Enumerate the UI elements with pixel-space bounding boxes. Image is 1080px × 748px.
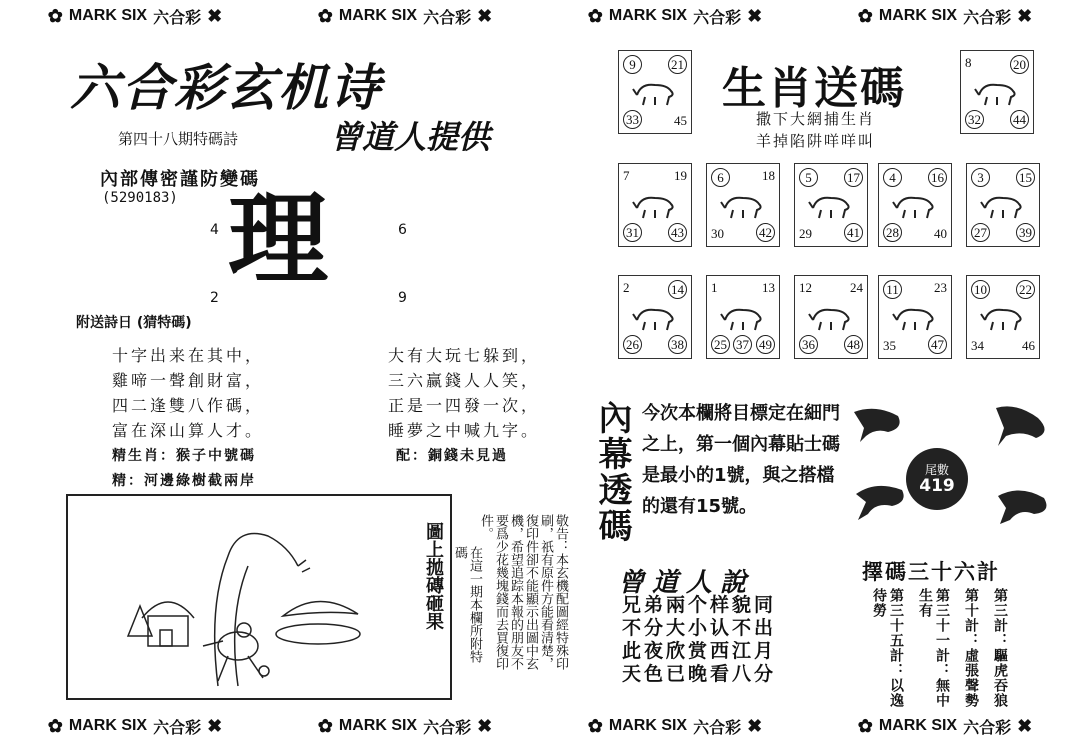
strategy-item: 第三計：驅虎吞狼 bbox=[992, 588, 1008, 708]
zodiac-card-horse bbox=[966, 163, 1040, 247]
zodiac-number-slot bbox=[733, 335, 752, 354]
zodiac-number: 37 bbox=[733, 335, 752, 354]
zodiac-number: 36 bbox=[799, 335, 818, 354]
zodiac-number: 2 bbox=[623, 280, 630, 295]
banner-segment: ✿ MARK SIX 六合彩 ✖ bbox=[857, 5, 1033, 27]
cross-icon: ✖ bbox=[207, 715, 223, 736]
zodiac-number-slot bbox=[762, 168, 775, 184]
zodiac-number-slot bbox=[934, 280, 947, 296]
zodiac-card-dragon bbox=[794, 163, 868, 247]
zodiac-number-slot bbox=[674, 113, 687, 129]
zodiac-number: 47 bbox=[928, 335, 947, 354]
poem-line: 三六赢錢人人笑， bbox=[388, 371, 541, 390]
corner-number-br: 9 bbox=[398, 290, 407, 306]
provider-label: 曾道人提供 bbox=[330, 118, 491, 156]
zodiac-number: 11 bbox=[883, 280, 902, 299]
illustration-box bbox=[66, 494, 452, 700]
zodiac-number: 41 bbox=[844, 223, 863, 242]
zodiac-number-slot bbox=[799, 335, 818, 354]
zodiac-number: 44 bbox=[1010, 110, 1029, 129]
zodiac-number: 26 bbox=[623, 335, 642, 354]
strategy-list bbox=[870, 588, 1008, 708]
zodiac-number: 23 bbox=[934, 280, 947, 295]
zodiac-number: 33 bbox=[623, 110, 642, 129]
flower-icon: ✿ bbox=[317, 5, 333, 26]
cross-icon: ✖ bbox=[747, 715, 763, 736]
picture-caption: 圖上拋磚砸果 bbox=[423, 522, 444, 630]
inside-text: 今次本欄將目標定在細門之上，第一個內幕貼士碼是最小的1號，與之搭檔的還有15號。 bbox=[642, 403, 840, 517]
saying-line: 不分大小认不出 bbox=[622, 617, 777, 639]
strategy-item: 第三十五計：以逸待勞 bbox=[871, 588, 904, 708]
zodiac-number: 9 bbox=[623, 55, 642, 74]
zodiac-number-slot bbox=[1016, 223, 1035, 242]
zodiac-number: 27 bbox=[971, 223, 990, 242]
zodiac-card-tiger bbox=[618, 163, 692, 247]
cross-icon: ✖ bbox=[207, 5, 223, 26]
secret-code: (5290183) bbox=[102, 190, 178, 206]
saying-line: 此夜欣赏西江月 bbox=[622, 640, 777, 662]
zodiac-number-slot bbox=[668, 280, 687, 299]
zodiac-number-slot bbox=[623, 110, 642, 129]
hint-pair: 精：河邊綠樹截兩岸 bbox=[112, 473, 256, 489]
zodiac-number: 4 bbox=[883, 168, 902, 187]
zodiac-number: 12 bbox=[799, 280, 812, 295]
zodiac-number: 48 bbox=[844, 335, 863, 354]
cross-icon: ✖ bbox=[1017, 5, 1033, 26]
cartoon-illustration bbox=[68, 496, 450, 698]
banner-segment: ✿ MARK SIX 六合彩 ✖ bbox=[587, 715, 763, 737]
zodiac-number-slot bbox=[668, 55, 687, 74]
zodiac-number-slot bbox=[971, 223, 990, 242]
cross-icon: ✖ bbox=[1017, 715, 1033, 736]
corner-number-tl: 4 bbox=[210, 222, 219, 238]
zodiac-card-rat bbox=[618, 50, 692, 134]
zodiac-number-slot bbox=[971, 338, 984, 354]
zodiac-number: 20 bbox=[1010, 55, 1029, 74]
zodiac-number-slot bbox=[711, 335, 730, 354]
corner-number-bl: 2 bbox=[210, 290, 219, 306]
sayings-lines bbox=[622, 594, 776, 686]
zodiac-number: 10 bbox=[971, 280, 990, 299]
banner-segment: ✿ MARK SIX 六合彩 ✖ bbox=[317, 715, 493, 737]
zodiac-number: 8 bbox=[965, 55, 972, 70]
zodiac-number-slot bbox=[799, 168, 818, 187]
sayings-speaker: 曾道人說 bbox=[618, 568, 755, 598]
zodiac-number: 17 bbox=[844, 168, 863, 187]
zodiac-number: 16 bbox=[928, 168, 947, 187]
zodiac-card-ox bbox=[960, 50, 1034, 134]
zodiac-number: 40 bbox=[934, 226, 947, 241]
zodiac-number-slot bbox=[756, 223, 775, 242]
zodiac-number-slot bbox=[623, 280, 630, 296]
poem-left bbox=[112, 343, 264, 443]
zodiac-number-slot bbox=[928, 335, 947, 354]
zodiac-number-slot bbox=[711, 168, 730, 187]
poem-right bbox=[388, 343, 540, 443]
flower-icon: ✿ bbox=[587, 5, 603, 26]
zodiac-number: 14 bbox=[668, 280, 687, 299]
zodiac-number-slot bbox=[623, 168, 630, 184]
issue-label: 第四十八期特碼詩 bbox=[118, 130, 239, 148]
zodiac-number-slot bbox=[844, 168, 863, 187]
zodiac-number: 3 bbox=[971, 168, 990, 187]
zodiac-number-slot bbox=[971, 168, 990, 187]
inside-title: 內幕透碼 bbox=[592, 400, 632, 544]
zodiac-number-slot bbox=[1022, 338, 1035, 354]
saying-line: 天色已晚看八分 bbox=[622, 663, 777, 685]
zodiac-card-snake bbox=[878, 163, 952, 247]
zodiac-line-2: 羊掉陷阱咩咩叫 bbox=[756, 132, 876, 150]
tail-number-badge bbox=[906, 448, 968, 510]
zodiac-number-slot bbox=[668, 223, 687, 242]
badge-value: 419 bbox=[919, 476, 955, 496]
top-banner bbox=[0, 2, 1080, 30]
zodiac-number: 5 bbox=[799, 168, 818, 187]
tiger-icon bbox=[631, 188, 679, 222]
zodiac-number: 42 bbox=[756, 223, 775, 242]
zodiac-number: 18 bbox=[762, 168, 775, 183]
zodiac-number: 43 bbox=[668, 223, 687, 242]
reprint-notice: 敬告：本玄機配圖經特殊印刷，祇有原件方能看清楚，復印件卻不能顯示出圖中玄機，希望追踪本報的朋友不要爲少花幾塊錢而去買復印件。 bbox=[478, 514, 568, 670]
goat-icon bbox=[631, 300, 679, 334]
zodiac-number-slot bbox=[711, 226, 724, 242]
zodiac-number-slot bbox=[971, 280, 990, 299]
cross-icon: ✖ bbox=[477, 715, 493, 736]
cross-icon: ✖ bbox=[477, 5, 493, 26]
badge-label: 尾數 bbox=[924, 463, 949, 477]
zodiac-number-slot bbox=[623, 335, 642, 354]
zodiac-number: 1 bbox=[711, 280, 718, 295]
poem-heading: 附送詩日 (猜特碼) bbox=[76, 315, 192, 331]
zodiac-number-slot bbox=[711, 280, 718, 296]
zodiac-number-slot bbox=[844, 223, 863, 242]
banner-segment: ✿ MARK SIX 六合彩 ✖ bbox=[47, 5, 223, 27]
poem-line: 十字出来在其中， bbox=[112, 346, 265, 365]
zodiac-number: 22 bbox=[1016, 280, 1035, 299]
corner-number-tr: 6 bbox=[398, 222, 407, 238]
poem-line: 四二逢雙八作碼， bbox=[112, 396, 265, 415]
zodiac-number: 25 bbox=[711, 335, 730, 354]
rat-icon bbox=[631, 75, 679, 109]
zodiac-number-slot bbox=[965, 110, 984, 129]
zodiac-card-dog bbox=[878, 275, 952, 359]
hint-match: 配：銅錢未見過 bbox=[396, 448, 508, 464]
poem-line: 正是一四發一次， bbox=[388, 396, 541, 415]
zodiac-number-slot bbox=[1010, 110, 1029, 129]
zodiac-number: 28 bbox=[883, 223, 902, 242]
feature-character: 理 bbox=[228, 181, 328, 298]
zodiac-number: 31 bbox=[623, 223, 642, 242]
zodiac-number-slot bbox=[762, 280, 775, 296]
flower-icon: ✿ bbox=[47, 715, 63, 736]
zodiac-number-slot bbox=[883, 338, 896, 354]
picture-note: 在這一期本欄所附特碼 bbox=[452, 546, 482, 663]
flower-icon: ✿ bbox=[47, 5, 63, 26]
zodiac-number-slot bbox=[883, 223, 902, 242]
zodiac-number: 30 bbox=[711, 226, 724, 241]
strategy-title: 擇碼三十六計 bbox=[862, 560, 1000, 584]
zodiac-card-rabbit bbox=[706, 163, 780, 247]
zodiac-title: 生肖送碼 bbox=[722, 63, 906, 114]
flower-icon: ✿ bbox=[587, 715, 603, 736]
poem-line: 富在深山算人才。 bbox=[112, 421, 265, 440]
banner-segment: ✿ MARK SIX 六合彩 ✖ bbox=[857, 715, 1033, 737]
banner-segment: ✿ MARK SIX 六合彩 ✖ bbox=[587, 5, 763, 27]
ox-icon bbox=[973, 75, 1021, 109]
poem-line: 雞啼一聲創財富， bbox=[112, 371, 265, 390]
zodiac-number-slot bbox=[934, 226, 947, 242]
zodiac-number: 15 bbox=[1016, 168, 1035, 187]
zodiac-number: 45 bbox=[674, 113, 687, 128]
zodiac-number-slot bbox=[883, 168, 902, 187]
zodiac-number-slot bbox=[1010, 55, 1029, 74]
pig-icon bbox=[979, 300, 1027, 334]
zodiac-number: 29 bbox=[799, 226, 812, 241]
zodiac-number-slot bbox=[965, 55, 972, 71]
monkey-icon bbox=[719, 300, 767, 334]
zodiac-number: 39 bbox=[1016, 223, 1035, 242]
zodiac-number-slot bbox=[623, 55, 642, 74]
zodiac-number-slot bbox=[883, 280, 902, 299]
flower-icon: ✿ bbox=[857, 5, 873, 26]
zodiac-number: 13 bbox=[762, 280, 775, 295]
dog-icon bbox=[891, 300, 939, 334]
dragon-icon bbox=[807, 188, 855, 222]
zodiac-number-slot bbox=[844, 335, 863, 354]
zodiac-number-slot bbox=[799, 280, 812, 296]
zodiac-card-pig bbox=[966, 275, 1040, 359]
zodiac-number-slot bbox=[1016, 280, 1035, 299]
rabbit-icon bbox=[719, 188, 767, 222]
hint-zodiac: 精生肖：猴子中號碼 bbox=[112, 448, 256, 464]
zodiac-card-goat bbox=[618, 275, 692, 359]
zodiac-number: 46 bbox=[1022, 338, 1035, 353]
zodiac-number-slot bbox=[623, 223, 642, 242]
saying-line: 兄弟兩个样貌同 bbox=[622, 594, 777, 616]
zodiac-number-slot bbox=[799, 226, 812, 242]
flower-icon: ✿ bbox=[857, 715, 873, 736]
strategy-item: 第三十一計：無中生有 bbox=[917, 588, 950, 708]
zodiac-number-slot bbox=[850, 280, 863, 296]
zodiac-line-1: 撒下大網捕生肖 bbox=[756, 110, 876, 128]
zodiac-number: 19 bbox=[674, 168, 687, 183]
poem-line: 大有大玩七躲到， bbox=[388, 346, 541, 365]
zodiac-card-monkey bbox=[706, 275, 780, 359]
zodiac-number: 49 bbox=[756, 335, 775, 354]
bottom-banner bbox=[0, 712, 1080, 740]
zodiac-number-slot bbox=[674, 168, 687, 184]
cross-icon: ✖ bbox=[747, 5, 763, 26]
zodiac-card-rooster bbox=[794, 275, 868, 359]
zodiac-number: 38 bbox=[668, 335, 687, 354]
banner-segment: ✿ MARK SIX 六合彩 ✖ bbox=[317, 5, 493, 27]
strategy-item: 第十計：虛張聲勢 bbox=[963, 588, 979, 708]
zodiac-number-slot bbox=[756, 335, 775, 354]
page-title: 六合彩玄机诗 bbox=[70, 59, 382, 117]
horse-icon bbox=[979, 188, 1027, 222]
snake-icon bbox=[891, 188, 939, 222]
rooster-icon bbox=[807, 300, 855, 334]
zodiac-number-slot bbox=[668, 335, 687, 354]
secret-notice: 內部傳密謹防變碼 bbox=[100, 169, 260, 190]
zodiac-number: 32 bbox=[965, 110, 984, 129]
zodiac-number: 7 bbox=[623, 168, 630, 183]
zodiac-number-slot bbox=[928, 168, 947, 187]
zodiac-number-slot bbox=[1016, 168, 1035, 187]
zodiac-number: 34 bbox=[971, 338, 984, 353]
banner-segment: ✿ MARK SIX 六合彩 ✖ bbox=[47, 715, 223, 737]
poem-line: 睡夢之中喊九字。 bbox=[388, 421, 541, 440]
zodiac-number: 24 bbox=[850, 280, 863, 295]
zodiac-number: 21 bbox=[668, 55, 687, 74]
flower-icon: ✿ bbox=[317, 715, 333, 736]
zodiac-number: 6 bbox=[711, 168, 730, 187]
zodiac-number: 35 bbox=[883, 338, 896, 353]
